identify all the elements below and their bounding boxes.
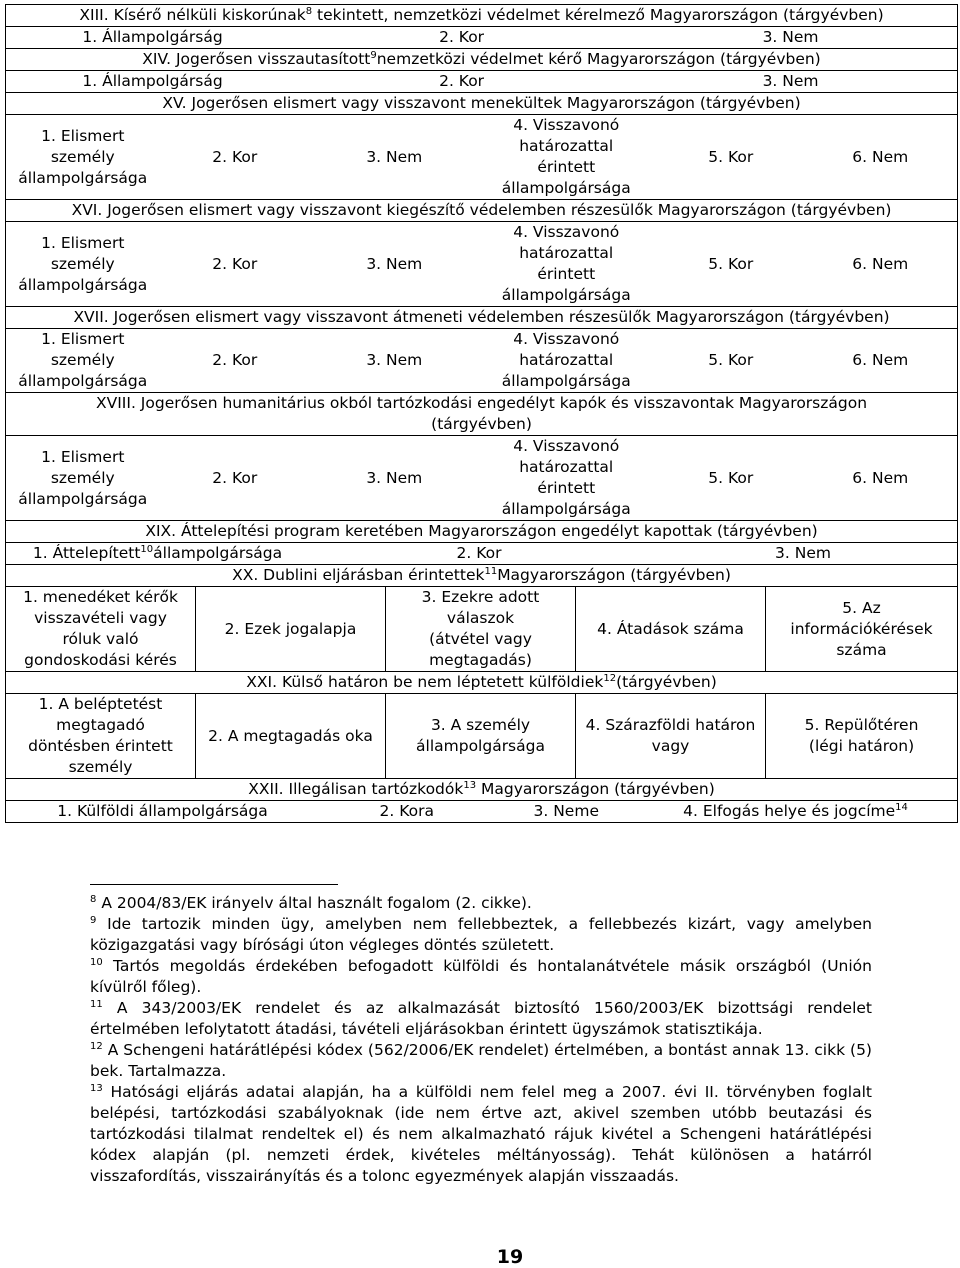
col-land-border: 4. Szárazföldi határon vagy (576, 694, 766, 779)
col-age: 2. Kor (212, 254, 258, 273)
col-recognized-citizenship: 1. Elismert személy állampolgársága (18, 330, 148, 390)
col-sex: 3. Nem (762, 28, 819, 46)
section-xiii-title-row (6, 5, 958, 27)
col-sex-2: 6. Nem (852, 351, 909, 369)
col-recognized-citizenship: 1. Elismert személy állampolgársága (18, 233, 148, 294)
col-age: 2. Kora (379, 802, 434, 820)
footnote-8: $^8$ A 2004/83/EK irányelv által használt fogalom (2. cikke). (90, 893, 532, 912)
col-sex: 3. Nem (366, 468, 423, 487)
section-xv-title-row (6, 93, 958, 115)
col-foreign-citizenship: 1. Külföldi állampolgársága (57, 802, 268, 820)
statistics-table (5, 4, 958, 823)
section-xvi-title-row (6, 200, 958, 222)
footnotes (90, 884, 872, 1187)
col-sex: 3. Nem (366, 351, 423, 369)
section-xx-title-row (6, 565, 958, 587)
footnote-ref: 10 (140, 543, 154, 555)
col-age: 2. Kor (439, 28, 485, 46)
col-age: 2. Kor (439, 72, 485, 90)
col-refusal-reason: 2. A megtagadás oka (196, 694, 386, 779)
col-age: 2. Kor (212, 351, 258, 369)
col-readmission-requests: 1. menedéket kérők visszavételi vagy róluk való gondoskodási kérés (6, 587, 196, 672)
footnote-9: $^9$ Ide tartozik minden ügy, amelyben nem fellebbeztek, a fellebbezés kizárt, vagy amelyben közigazgatási vagy bírósági úton végleges döntés született. (90, 914, 872, 954)
col-refused-person: 1. A beléptetést megtagadó döntésben érintett személy (6, 694, 196, 779)
section-xvi-columns-row (6, 222, 958, 307)
section-xvii-title-row (6, 307, 958, 329)
col-citizenship: 1. Állampolgárság (82, 28, 223, 46)
col-resettled-citizenship: 1. Áttelepített$^{10}$állampolgársága (32, 543, 283, 562)
col-sex: 3. Neme (533, 802, 599, 820)
page-number: 19 (496, 1246, 524, 1268)
footnote-ref: 12 (603, 672, 617, 684)
footnote-ref: 13 (463, 779, 477, 791)
section-xviii-title-row (6, 393, 958, 436)
section-xiv-columns-row (6, 71, 958, 93)
col-age-2: 5. Kor (708, 468, 754, 487)
col-revoked-citizenship: 4. Visszavonó határozattal érintett állampolgársága (501, 437, 631, 518)
section-xviii-title: XVIII. Jogerősen humanitárius okból tartózkodási engedélyt kapók és visszavontak Magyarországon (tárgyévben) (6, 393, 958, 436)
col-responses: 3. Ezekre adott válaszok (átvétel vagy megtagadás) (386, 587, 576, 672)
section-xxii-title-row (6, 779, 958, 801)
section-xix-title: XIX. Áttelepítési program keretében Magyarországon engedélyt kapottak (tárgyévben) (6, 521, 958, 543)
section-xv-title: XV. Jogerősen elismert vagy visszavont menekültek Magyarországon (tárgyévben) (6, 93, 958, 115)
col-recognized-citizenship: 1. Elismert személy állampolgársága (18, 126, 148, 187)
col-transfers-count: 4. Átadások száma (576, 587, 766, 672)
col-age: 2. Kor (456, 544, 502, 562)
section-xvii-title: XVII. Jogerősen elismert vagy visszavont átmeneti védelemben részesülők Magyarországon (tárgyévben) (6, 307, 958, 329)
col-info-requests-count: 5. Az információkérések száma (766, 587, 958, 672)
section-xxi-title-row (6, 672, 958, 694)
footnote-ref: 9 (370, 49, 377, 61)
col-person-citizenship: 3. A személy állampolgársága (386, 694, 576, 779)
col-revoked-citizenship: 4. Visszavonó határozattal állampolgársága (501, 330, 631, 390)
statistics-table-page (5, 4, 957, 823)
col-revoked-citizenship: 4. Visszavonó határozattal érintett állampolgársága (501, 116, 631, 197)
section-xxii-columns-row (6, 801, 958, 823)
section-xxi-columns-row (6, 694, 958, 779)
section-xxii-title: XXII. Illegálisan tartózkodók$^{13}$ Magyarországon (tárgyévben) (6, 779, 958, 801)
section-xv-columns-row (6, 115, 958, 200)
section-xvii-columns-row (6, 329, 958, 393)
section-xix-title-row (6, 521, 958, 543)
footnote-13: $^{13}$ Hatósági eljárás adatai alapján, ha a külföldi nem felel meg a 2007. évi II. törvényben foglalt belépési, tartózkodási szabályoknak (ide nem értve azt, akivel szemben utóbb beutazási és tartózkodási tilalmat rendeltek el) és nem alkalmazható rájuk kivétel a Schengeni határátlépési kódex alapján (pl. nemzeti érdek, kivételes méltányosság). Tehát különösen a határról visszafordítás, visszairányítás és a tolonc egyezmények alapján visszaadás. (90, 1082, 872, 1185)
section-xvi-title: XVI. Jogerősen elismert vagy visszavont kiegészítő védelemben részesülők Magyarországon (tárgyévben) (6, 200, 958, 222)
col-revoked-citizenship: 4. Visszavonó határozattal érintett állampolgársága (501, 223, 631, 304)
col-age-2: 5. Kor (708, 351, 754, 369)
section-xiv-title: XIV. Jogerősen visszautasított$^9$nemzetközi védelmet kérő Magyarországon (tárgyévben) (6, 49, 958, 71)
section-xix-columns-row (6, 543, 958, 565)
col-age-2: 5. Kor (708, 147, 754, 166)
col-citizenship: 1. Állampolgárság (82, 72, 223, 90)
col-age-2: 5. Kor (708, 254, 754, 273)
section-xxi-title: XXI. Külső határon be nem léptetett külföldiek$^{12}$(tárgyévben) (6, 672, 958, 694)
col-sex: 3. Nem (366, 254, 423, 273)
section-xiii-title: XIII. Kísérő nélküli kiskorúnak$^8$ tekintett, nemzetközi védelmet kérelmező Magyarországon (tárgyévben) (6, 5, 958, 27)
col-sex-2: 6. Nem (852, 254, 909, 273)
section-xx-columns-row (6, 587, 958, 672)
col-sex: 3. Nem (366, 147, 423, 166)
col-age: 2. Kor (212, 147, 258, 166)
footnote-12: $^{12}$ A Schengeni határátlépési kódex (562/2006/EK rendelet) értelmében, a bontást annak 13. cikk (5) bek. Tartalmazza. (90, 1040, 872, 1080)
col-apprehension-place: 4. Elfogás helye és jogcíme$^{14}$ (683, 801, 908, 820)
section-xx-title: XX. Dublini eljárásban érintettek$^{11}$Magyarországon (tárgyévben) (6, 565, 958, 587)
col-recognized-citizenship: 1. Elismert személy állampolgársága (18, 447, 148, 508)
col-legal-basis: 2. Ezek jogalapja (196, 587, 386, 672)
section-xiii-columns-row (6, 27, 958, 49)
col-sex-2: 6. Nem (852, 468, 909, 487)
footnote-ref: 11 (484, 565, 498, 577)
col-age: 2. Kor (212, 468, 258, 487)
footnote-10: $^{10}$ Tartós megoldás érdekében befogadott külföldi és hontalanátvétele másik országból (Unión kívülről főleg). (90, 956, 872, 996)
footnote-separator (90, 884, 338, 885)
col-sex: 3. Nem (762, 72, 819, 90)
col-sex-2: 6. Nem (852, 147, 909, 166)
col-sex: 3. Nem (775, 544, 831, 562)
col-airport: 5. Repülőtéren (légi határon) (766, 694, 958, 779)
footnote-11: $^{11}$ A 343/2003/EK rendelet és az alkalmazását biztosító 1560/2003/EK bizottsági rendelet értelmében lefolytatott átadási, távételi eljárásokban érintett ügyszámok statisztikája. (90, 998, 872, 1038)
section-xviii-columns-row (6, 436, 958, 521)
section-xiv-title-row (6, 49, 958, 71)
footnote-ref: 8 (305, 5, 313, 17)
footnote-ref: 14 (895, 801, 908, 813)
